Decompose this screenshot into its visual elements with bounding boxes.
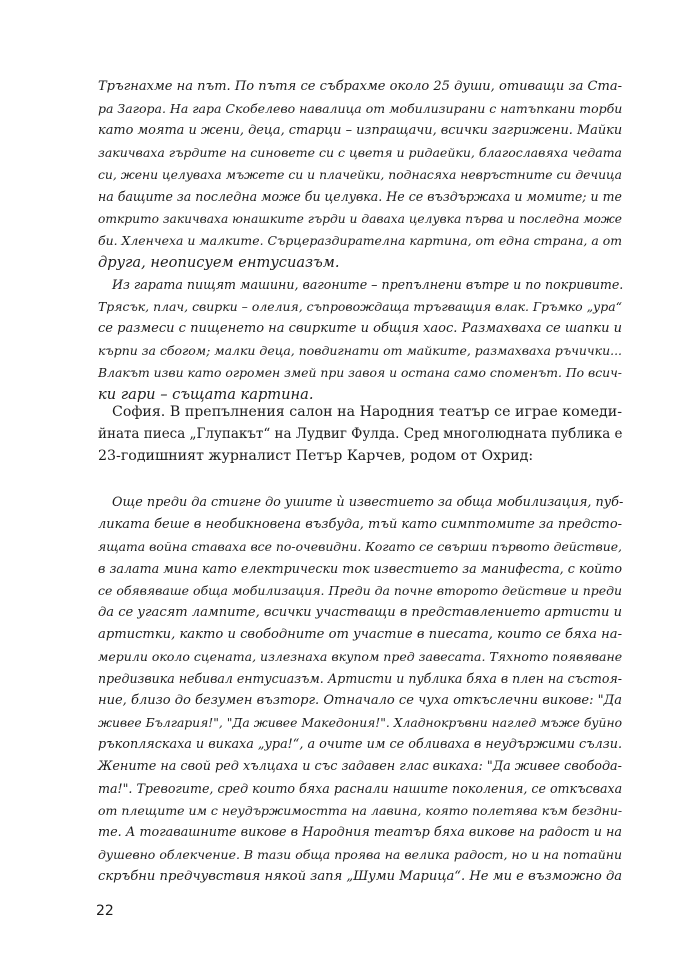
text-line: се обявяваше обща мобилизация. Преди да почне второто действие и преди <box>98 583 622 598</box>
page-number: 22 <box>96 903 114 919</box>
text-line: закичваха гърдите на синовете си с цветя и ридаейки, благославяха чедата <box>98 145 623 160</box>
text-line: си, жени целуваха мъжете си и плачейки, поднасяха невръстните си дечица <box>98 168 622 182</box>
text-line: та!". Тревогите, сред които бяха раснали нашите поколения, се откъсваха <box>98 781 623 796</box>
text-line: Из гарата пищят машини, вагоните – препълнени вътре и по покривите. <box>112 277 624 292</box>
text-line: те. А тогавашните викове в Народния театър бяха викове на радост и на <box>98 825 622 840</box>
text-line: като моята и жени, деца, старци – изпращачи, всички загрижени. Майки <box>98 123 623 138</box>
text-line: ние, близо до безумен възторг. Отначало се чуха откъслечни викове: "Да <box>98 693 622 708</box>
text-line: Влакът изви като огромен змей при завоя и остана само споменът. По всич- <box>98 366 622 380</box>
text-line: София. В препълнения салон на Народния театър се играе комеди- <box>112 404 622 420</box>
text-line: душевно облекчение. В тази обща проява на велика радост, но и на потайни <box>98 847 622 862</box>
text-line: кърпи за сбогом; малки деца, повдигнати от майките, размахваха ръчички... <box>98 343 622 358</box>
text-line: ящата война ставаха все по-очевидни. Когато се свърши първото действие, <box>98 539 622 554</box>
text-line: в залата мина като електрически ток известието за манифеста, с който <box>98 561 622 576</box>
text-line: Трясък, плач, свирки – олелия, съпровождаща тръгващия влак. Гръмко „ура“ <box>98 299 622 314</box>
text-line: ръкопляскаха и викаха „ура!“, а очите им се обливаха в неудържими сълзи. <box>98 737 622 752</box>
text-line: скръбни предчувствия някой запя „Шуми Марица“. Не ми е възможно да <box>98 869 623 884</box>
text-line: ра Загора. На гара Скобелево навалица от мобилизирани с натъпкани торби <box>98 101 623 116</box>
text-line: открито закичваха юнашките гърди и даваха целувка първа и последна може <box>98 212 622 226</box>
text-line: Още преди да стигне до ушите ѝ известието за обща мобилизация, пуб- <box>112 495 624 510</box>
text-line: ликата беше в необикновена възбуда, тъй като симптомите за предсто- <box>98 517 622 532</box>
text-line: 23-годишният журналист Петър Карчев, родом от Охрид: <box>98 448 534 464</box>
text-line: йната пиеса „Глупакът“ на Лудвиг Фулда. Сред многолюдната публика е <box>98 426 623 442</box>
narrative-paragraph-sofia <box>98 401 622 467</box>
text-line: да се угасят лампите, всички участващи в представлението артисти и <box>98 605 622 620</box>
text-line: Жените на свой ред хълцаха и със задавен глас викаха: "Да живее свобода- <box>98 759 622 774</box>
text-line: мерили около сцената, излезнаха вкупом пред завесата. Тяхното появяване <box>98 649 623 664</box>
text-line: друга, неописуем ентусиазъм. <box>98 254 340 271</box>
quote-paragraph-departure <box>98 76 622 406</box>
text-line: артистки, както и свободните от участие в пиесата, които се бяха на- <box>98 627 622 642</box>
text-line: предизвика небивал ентусиазъм. Артисти и публика бяха в плен на състоя- <box>98 671 622 686</box>
text-line: от плещите им с неудържимостта на лавина, която полетява към бездни- <box>98 803 623 818</box>
text-line: се размеси с пищенето на свирките и общия хаос. Размахваха се шапки и <box>98 321 622 336</box>
text-line: ки гари – същата картина. <box>98 386 314 403</box>
text-line: Тръгнахме на път. По пътя се събрахме около 25 души, отиващи за Ста- <box>98 79 622 94</box>
text-line: живее България!", "Да живее Македония!". Хладнокръвни наглед мъже буйно <box>98 716 622 730</box>
text-line: би. Хленчеха и малките. Сърцераздирателна картина, от една страна, а от <box>98 233 622 248</box>
text-line: на бащите за последна може би целувка. Не се въздържаха и момите; и те <box>98 189 622 204</box>
quote-paragraph-theatre <box>98 492 622 888</box>
